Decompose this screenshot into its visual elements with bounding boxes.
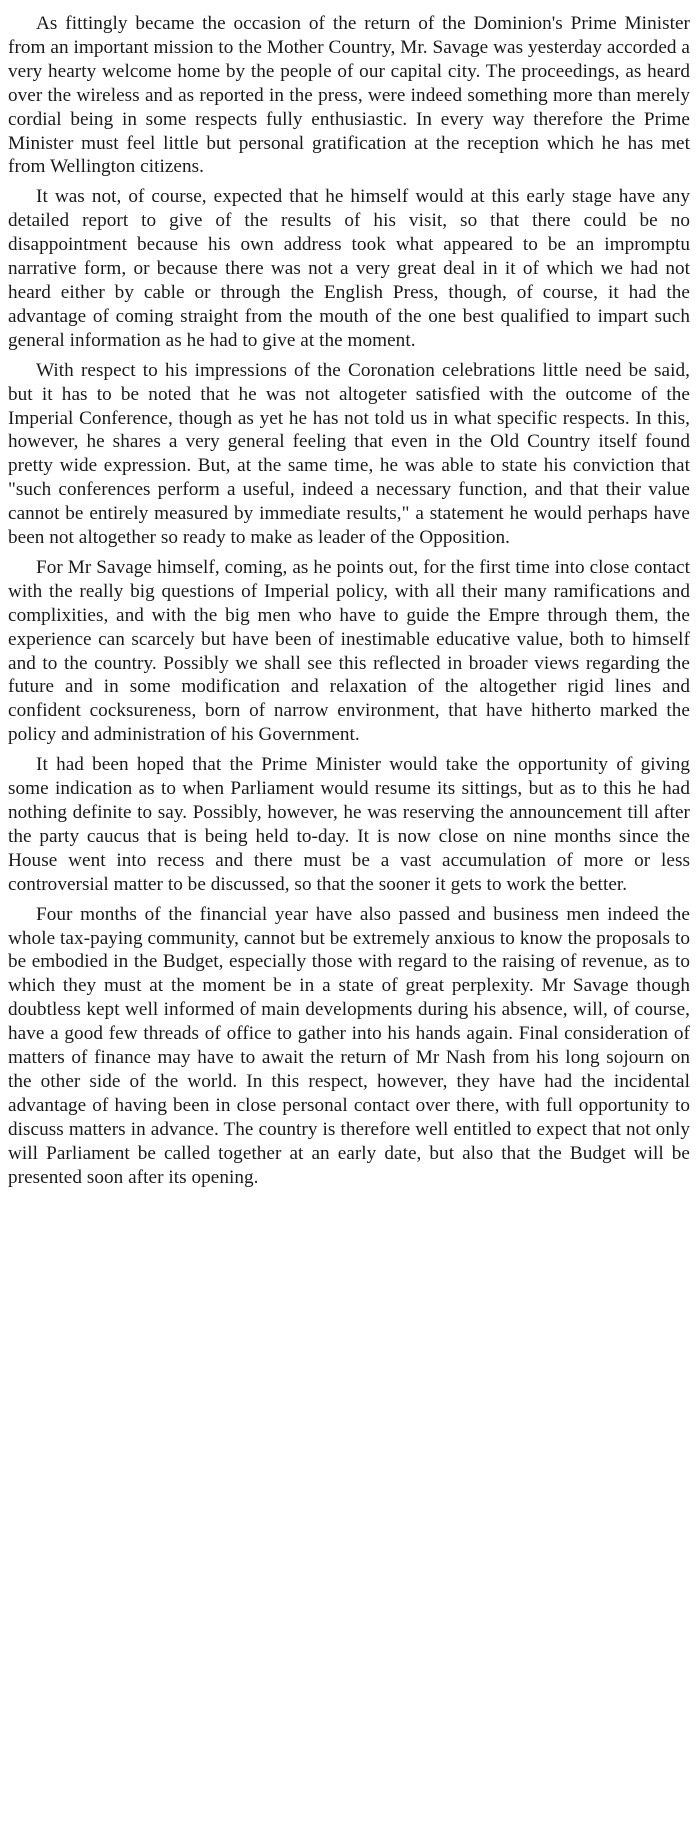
article-paragraph-5: It had been hoped that the Prime Minister would take the opportunity of giving some indication as to when Parliament would resume its sittings, but as to this he had nothing definite to say. Possibly, however, he was reserving the announcement till after the party caucus that is being held to-day. It is now close on nine months since the House went into recess and there must be a vast accumulation of more or less controversial matter to be discussed, so that the sooner it gets to work the better. — [8, 754, 690, 895]
article-paragraph-6: Four months of the financial year have also passed and business men indeed the whole tax-paying community, cannot but be extremely anxious to know the proposals to be embodied in the Budget, especially those with regard to the raising of revenue, as to which they must at the moment be in a state of great perplexity. Mr Savage though doubtless kept well informed of main developments during his absence, will, of course, have a good few threads of office to gather into his hands again. Final consideration of matters of finance may have to await the return of Mr Nash from his long sojourn on the other side of the world. In this respect, however, they have had the incidental advantage of having been in close personal contact over there, with full opportunity to discuss matters in advance. The country is therefore well entitled to expect that not only will Parliament be called together at an early date, but also that the Budget will be presented soon after its opening. — [8, 903, 690, 1188]
article-paragraph-2: It was not, of course, expected that he himself would at this early stage have any detailed report to give of the results of his visit, so that there could be no disappointment because his own address took what appeared to be an impromptu narrative form, or because there was not a very great deal in it of which we had not heard either by cable or through the English Press, though, of course, it had the advantage of coming straight from the mouth of the one best qualified to impart such general information as he had to give at the moment. — [8, 186, 690, 351]
article-paragraph-1: As fittingly became the occasion of the return of the Dominion's Prime Minister from an important mission to the Mother Country, Mr. Savage was yesterday accorded a very hearty welcome home by the people of our capital city. The proceedings, as heard over the wireless and as reported in the press, were indeed something more than merely cordial being in some respects fully enthusiastic. In every way therefore the Prime Minister must feel little but personal gratification at the reception which he has met from Wellington citizens. — [8, 13, 690, 178]
article-paragraph-3: With respect to his impressions of the Coronation celebrations little need be said, but it has to be noted that he was not altogeter satisfied with the outcome of the Imperial Conference, though as yet he has not told us in what specific respects. In this, however, he shares a very general feeling that even in the Old Country itself found pretty wide expression. But, at the same time, he was able to state his conviction that "such conferences perform a useful, indeed a necessary function, and that their value cannot be entirely measured by immediate results," a statement he would perhaps have been not altogether so ready to make as leader of the Opposition. — [8, 359, 690, 549]
editorial-article — [8, 12, 690, 1190]
article-paragraph-4: For Mr Savage himself, coming, as he points out, for the first time into close contact with the really big questions of Imperial policy, with all their many ramifications and complixities, and with the big men who have to guide the Empre through them, the experience can scarcely but have been of inestimable educative value, both to himself and to the country. Possibly we shall see this reflected in broader views regarding the future and in some modification and relaxation of the altogether rigid lines and confident cocksureness, born of narrow environment, that have hitherto marked the policy and administration of his Government. — [8, 556, 690, 746]
